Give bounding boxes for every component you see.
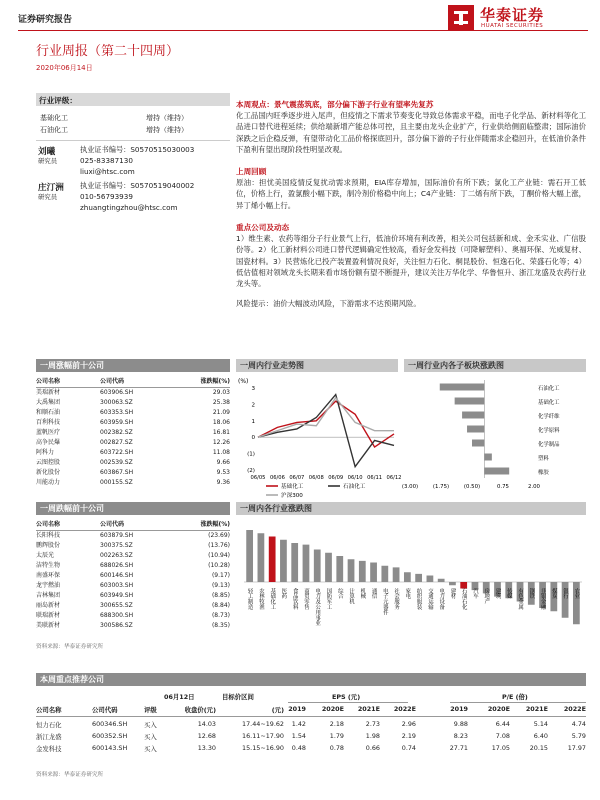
rating-value: 增持（维持） xyxy=(146,114,188,122)
category-label: 医药 xyxy=(280,588,287,599)
category-label: 化学原料 xyxy=(538,427,560,434)
rec-cell: 600346.SH xyxy=(92,720,128,728)
company-name: 龙宇燃油 xyxy=(36,582,61,589)
change-pct: (8.35) xyxy=(211,622,230,629)
group-header-price: 06月12日 xyxy=(164,693,195,701)
company-code: 603722.SH xyxy=(100,449,134,456)
table-row xyxy=(36,601,230,611)
x-tick-label: 06/09 xyxy=(328,475,344,481)
x-tick-label: 06/05 xyxy=(250,475,266,481)
report-type: 证券研究报告 xyxy=(18,15,73,25)
sub-bar xyxy=(467,426,484,433)
analyst-block xyxy=(36,181,230,217)
company-name: 联瑞新材 xyxy=(36,612,61,619)
company-code: 002827.SZ xyxy=(100,439,133,446)
table-row xyxy=(36,561,230,571)
recommend-title: 本周重点推荐公司 xyxy=(36,673,586,686)
sub-bar xyxy=(440,384,485,391)
rec-cell: 600143.SH xyxy=(92,744,128,752)
category-label: 交通运输 xyxy=(426,588,433,610)
company-code: 603959.SH xyxy=(100,419,134,426)
table-row xyxy=(36,591,230,601)
table-row xyxy=(36,468,230,478)
sub-bar xyxy=(455,398,485,405)
rating-value: 增持（维持） xyxy=(146,126,188,134)
sector-bar xyxy=(348,559,355,582)
x-tick-label: (3.00) xyxy=(401,484,419,490)
table-row xyxy=(36,571,230,581)
company-name: 新化股份 xyxy=(36,469,61,476)
top-losers-title: 一周跌幅前十公司 xyxy=(36,502,230,515)
sector-bar xyxy=(269,537,276,583)
rec-cell: 13.30 xyxy=(197,744,216,752)
recommend-table xyxy=(36,690,586,790)
company-name: 百利科技 xyxy=(36,419,61,426)
y-tick-label: 0 xyxy=(251,435,255,442)
sector-bar xyxy=(325,553,332,582)
company-code: 603867.SH xyxy=(100,469,134,476)
company-code: 002263.SZ xyxy=(100,552,133,559)
x-tick-label: 2.00 xyxy=(527,484,541,490)
col-header: 公司代码 xyxy=(100,377,166,388)
company-code: 002382.SZ xyxy=(100,429,133,436)
change-pct: 25.38 xyxy=(212,399,230,406)
rec-cell: 8.23 xyxy=(453,732,468,740)
category-label: 电力及公用事业 xyxy=(314,588,321,626)
main-text xyxy=(236,99,586,309)
analyst-cert: 执业证书编号：S0570515030003 xyxy=(80,145,195,154)
rec-cell: 16.11~17.90 xyxy=(242,732,284,740)
company-code: 000155.SZ xyxy=(100,479,133,486)
y-tick-label: (2) xyxy=(247,468,255,474)
rec-cell: 1.54 xyxy=(291,732,306,740)
y-tick-label: 2 xyxy=(251,402,255,409)
analyst-name: 庄汀洲 xyxy=(38,183,64,193)
company-name: 洁特生物 xyxy=(36,562,61,569)
company-name: 长阳科技 xyxy=(36,532,61,539)
rec-cell: 2.73 xyxy=(365,720,380,728)
rec-cell: 0.48 xyxy=(291,744,306,752)
col-header: 2020E xyxy=(487,705,510,713)
company-code: 600146.SH xyxy=(100,572,134,579)
company-code: 300655.SZ xyxy=(100,602,133,609)
sector-bar xyxy=(314,550,321,583)
category-label: 国防军工 xyxy=(325,588,332,610)
analyst-role: 研究员 xyxy=(38,157,58,165)
category-label: 轻工制造 xyxy=(246,588,253,610)
col-header: 评级 xyxy=(144,706,157,714)
col-header: 2020E xyxy=(321,705,344,713)
category-label: 塑料 xyxy=(538,455,549,462)
company-name: 云图控股 xyxy=(36,459,61,466)
category-label: 计算机 xyxy=(348,588,355,605)
rec-cell: 1.79 xyxy=(329,732,344,740)
rec-cell: 浙江龙盛 xyxy=(36,733,62,741)
category-label: 基础化工 xyxy=(538,399,560,406)
table-row xyxy=(36,621,230,631)
report-date: 2020年06月14日 xyxy=(36,64,93,72)
category-label: 钢铁 xyxy=(528,588,535,599)
category-label: 家电 xyxy=(404,588,411,599)
category-label: 电子元器件 xyxy=(381,588,388,615)
company-name: 和顺石油 xyxy=(36,409,61,416)
analyst-block xyxy=(36,145,230,181)
rec-cell: 6.40 xyxy=(533,732,548,740)
change-pct: (8.73) xyxy=(211,612,230,619)
sector-bar xyxy=(404,572,411,582)
col-header: 公司代码 xyxy=(100,520,166,531)
company-name: 吉林集团 xyxy=(36,592,61,599)
rec-cell: 6.44 xyxy=(495,720,510,728)
company-name: 阿科力 xyxy=(36,449,55,456)
rec-cell: 17.44~19.62 xyxy=(242,720,284,728)
sub-bar xyxy=(484,468,509,475)
sub-industry-chart xyxy=(401,374,586,504)
category-label: 建材 xyxy=(449,588,456,599)
rec-cell: 4.74 xyxy=(571,720,586,728)
group-rule xyxy=(288,702,408,703)
table-row xyxy=(36,428,230,438)
col-header: 2022E xyxy=(563,705,586,713)
company-code: 688026.SH xyxy=(100,562,134,569)
category-label: 基础化工 xyxy=(269,588,276,610)
top-gainers-title: 一周涨幅前十公司 xyxy=(36,359,230,372)
rec-cell: 600352.SH xyxy=(92,732,128,740)
rating-industry: 基础化工 xyxy=(40,114,68,122)
rec-cell: 金发科技 xyxy=(36,745,62,753)
page-title: 行业周报（第二十四周） xyxy=(36,44,180,59)
sector-bar xyxy=(280,540,287,582)
news-text: 1）维生素、农药等细分子行业景气上行，低油价环境有利改善，相关公司包括新和成、金禾实业、广信股份等。2）化工新材料公司进口替代逻辑确定性较高，看好金发科技（可降解塑料）、奥福环保、光威复材、国瓷材料。3）民营炼化已投产装置盈利情况良好，关注恒力石化、桐昆股份、恒逸石化、荣盛石化等；4）低估值相对领域龙头长期来看市场份额有望不断提升，建议关注万华化学、华鲁恒升、浙江龙盛及农药行业龙头等。 xyxy=(236,234,586,289)
category-label: 农林牧渔 xyxy=(257,588,264,610)
rec-cell: 买入 xyxy=(144,733,157,741)
company-name: 高争民爆 xyxy=(36,439,61,446)
company-name: 蓝帆医疗 xyxy=(36,429,61,436)
sector-bar xyxy=(291,543,298,582)
analyst-phone: 010-56793939 xyxy=(80,192,133,201)
rec-cell: 14.03 xyxy=(197,720,216,728)
rec-cell: 2.19 xyxy=(401,732,416,740)
category-label: 橡胶 xyxy=(538,469,549,476)
sector-bar xyxy=(381,566,388,582)
table-row xyxy=(36,581,230,591)
viewpoint-title: 本周观点：景气震荡筑底，部分偏下游子行业有望率先复苏 xyxy=(236,100,434,109)
table-row xyxy=(36,388,230,399)
category-label: 电力设备 xyxy=(438,588,445,610)
x-tick-label: 06/06 xyxy=(269,475,285,481)
sector-bar xyxy=(449,582,456,585)
category-label: 传媒 xyxy=(505,588,512,599)
change-pct: 9.36 xyxy=(216,479,230,486)
category-label: 化学纤维 xyxy=(538,413,560,420)
sector-bar xyxy=(258,533,265,582)
sector-bar xyxy=(303,545,310,582)
company-code: 300063.SZ xyxy=(100,399,133,406)
x-tick-label: 06/10 xyxy=(347,475,363,481)
table-row xyxy=(36,418,230,428)
col-header: 2019 xyxy=(288,705,306,713)
table-row xyxy=(36,478,230,488)
risk-text: 风险提示：油价大幅波动风险，下游需求不达预期风险。 xyxy=(236,298,421,308)
sub-bar xyxy=(462,412,484,419)
col-header: 2021E xyxy=(357,705,380,713)
review-title: 上周回顾 xyxy=(236,167,267,177)
news-title: 重点公司及动态 xyxy=(236,223,290,233)
company-name: 美瑞新材 xyxy=(36,389,61,396)
sub-bar xyxy=(472,440,484,447)
recommend-source: 资料来源：华泰证券研究所 xyxy=(36,772,104,778)
change-pct: 21.09 xyxy=(212,409,230,416)
legend-label: 石油化工 xyxy=(343,484,366,490)
table-header xyxy=(36,377,230,388)
category-label: 石油化工 xyxy=(538,385,560,392)
change-pct: (10.94) xyxy=(208,552,230,559)
company-name: 鹏辉股份 xyxy=(36,542,61,549)
change-pct: 9.53 xyxy=(216,469,230,476)
y-axis-label: (%) xyxy=(238,378,249,385)
sector-bar xyxy=(336,556,343,582)
category-label: 煤炭 xyxy=(550,588,557,599)
rec-cell: 1.98 xyxy=(365,732,380,740)
change-pct: 18.06 xyxy=(212,419,230,426)
company-code: 603949.SH xyxy=(100,592,134,599)
company-name: 美联新材 xyxy=(36,622,61,629)
rec-cell: 5.14 xyxy=(533,720,548,728)
change-pct: 9.66 xyxy=(216,459,230,466)
rec-cell: 15.15~16.90 xyxy=(242,744,284,752)
x-tick-label: 06/08 xyxy=(308,475,324,481)
series-line xyxy=(258,398,394,437)
category-label: 纺织服装 xyxy=(415,588,422,610)
company-code: 603003.SH xyxy=(100,582,134,589)
table-row xyxy=(36,438,230,448)
change-pct: (8.85) xyxy=(211,592,230,599)
category-label: 食品饮料 xyxy=(291,588,298,610)
group-header-eps: EPS (元) xyxy=(332,693,361,701)
category-label: 通信 xyxy=(370,588,377,599)
rec-cell: 7.08 xyxy=(495,732,510,740)
brand-cn: 华泰证券 xyxy=(480,6,545,24)
category-label: 化学制品 xyxy=(538,441,560,448)
change-pct: 16.81 xyxy=(212,429,230,436)
category-label: 石油石化 xyxy=(460,588,467,610)
company-name: 南盛环保 xyxy=(36,572,61,579)
y-tick-label: 3 xyxy=(251,386,255,392)
rating-industry: 石油化工 xyxy=(40,126,68,134)
col-header: 涨跌幅(%) xyxy=(166,377,230,388)
company-code: 002539.SZ xyxy=(100,459,133,466)
analyst-phone: 025-83387130 xyxy=(80,156,133,165)
x-tick-label: 06/11 xyxy=(367,475,383,481)
table-row xyxy=(36,611,230,621)
company-code: 603879.SH xyxy=(100,532,134,539)
rec-cell: 17.05 xyxy=(491,744,510,752)
rating-row xyxy=(36,113,230,125)
table-row xyxy=(36,448,230,458)
group-header-pe: P/E (倍) xyxy=(502,693,528,701)
col-header: 公司名称 xyxy=(36,706,62,714)
col-header: 2019 xyxy=(450,705,468,713)
category-label: 商贸零售 xyxy=(302,588,309,610)
rec-cell: 0.74 xyxy=(401,744,416,752)
group-rule xyxy=(450,702,586,703)
sector-bar xyxy=(370,563,377,583)
sector-bar xyxy=(415,574,422,582)
top-losers-table xyxy=(36,520,230,631)
table-row xyxy=(36,398,230,408)
company-code: 603353.SH xyxy=(100,409,134,416)
col-header: 公司代码 xyxy=(92,706,118,714)
header-rule xyxy=(18,30,588,31)
category-label: 有色金属 xyxy=(517,588,524,610)
review-text: 原油：担忧美国疫情反复扰动需求预期，EIA库存增加，国际油价有所下跌；氯化工产业链：需石开工低位，价格上行，盈氯酸小幅下跌，制冷剂价格稳中向上；C4产业链：丁二烯有所下跌，丁酮价格大幅上涨，异丁烯小幅上行。 xyxy=(236,178,586,210)
analyst-email[interactable]: liuxi@htsc.com xyxy=(80,167,135,176)
rec-cell: 5.79 xyxy=(571,732,586,740)
company-code: 688300.SH xyxy=(100,612,134,619)
category-label: 房地产 xyxy=(483,588,490,605)
category-label: 机械 xyxy=(359,588,366,599)
company-name: 丽岛新材 xyxy=(36,602,61,609)
company-name: 大禹集团 xyxy=(36,399,61,406)
category-label: 非银金融 xyxy=(539,588,546,610)
x-tick-label: 0.75 xyxy=(496,484,510,490)
change-pct: 11.08 xyxy=(212,449,230,456)
company-code: 300586.SZ xyxy=(100,622,133,629)
category-label: 建筑 xyxy=(494,588,501,599)
change-pct: (13.76) xyxy=(208,542,230,549)
rec-cell: 9.88 xyxy=(453,720,468,728)
viewpoint-text: 化工品国内旺季逐步进入尾声，但疫情之下需求节奏变化导致总体需求平稳，而电子化学品、新材料等化工品进口替代进程延续；供给端新增产能总体可控，且主要由龙头企业扩产，行业供给侧面临整肃；国际油价深跌之后企稳反弹，有望带动化工品价格探底回升，部分偏下游的子行业伴随需求企稳回升，在低油价条件下盈利有望出现阶段性明显改观。 xyxy=(236,111,586,154)
sub-bar xyxy=(484,454,491,461)
table-row xyxy=(36,408,230,418)
sub-industry-title: 一周行业内各子板块涨跌图 xyxy=(404,359,586,372)
company-name: 川能动力 xyxy=(36,479,61,486)
rec-cell: 0.78 xyxy=(329,744,344,752)
col-header: (元) xyxy=(271,706,284,714)
col-header: 2021E xyxy=(525,705,548,713)
huatai-logo-icon xyxy=(448,5,478,33)
rec-cell: 2.18 xyxy=(329,720,344,728)
group-header-target: 目标价区间 xyxy=(222,693,254,701)
col-header: 公司名称 xyxy=(36,377,100,388)
rec-cell: 买入 xyxy=(144,745,157,753)
y-tick-label: 1 xyxy=(251,418,255,425)
rec-cell: 27.71 xyxy=(449,744,468,752)
analyst-cert: 执业证书编号：S0570519040002 xyxy=(80,181,195,190)
rating-heading: 行业评级： xyxy=(39,96,77,105)
change-pct: (8.84) xyxy=(211,602,230,609)
x-tick-label: (0.50) xyxy=(463,484,481,490)
rating-heading-bar xyxy=(36,93,230,106)
losers-source: 资料来源：华泰证券研究所 xyxy=(36,644,104,650)
top-gainers-table xyxy=(36,377,230,488)
sector-bar xyxy=(393,567,400,582)
table-row xyxy=(36,458,230,468)
col-header: 公司名称 xyxy=(36,520,100,531)
sector-bars-title: 一周内各行业涨跌图 xyxy=(236,502,586,515)
analyst-name: 刘曦 xyxy=(38,147,56,157)
rec-cell: 17.97 xyxy=(567,744,586,752)
col-header: 收盘价(元) xyxy=(184,706,216,714)
change-pct: 29.03 xyxy=(212,389,230,396)
rec-cell: 12.68 xyxy=(197,732,216,740)
table-header xyxy=(36,520,230,531)
rating-divider xyxy=(36,140,230,141)
company-code: 300375.SZ xyxy=(100,542,133,549)
rec-cell: 1.42 xyxy=(291,720,306,728)
category-label: 综合 xyxy=(336,588,343,599)
legend-label: 沪深300 xyxy=(281,493,303,499)
sector-bar xyxy=(359,561,366,582)
company-code: 603906.SH xyxy=(100,389,134,396)
brand-en: HUATAI SECURITIES xyxy=(481,23,544,29)
category-label: 银行 xyxy=(562,588,569,599)
analyst-role: 研究员 xyxy=(38,193,58,201)
x-tick-label: 06/07 xyxy=(289,475,305,481)
rec-cell: 0.66 xyxy=(365,744,380,752)
x-tick-label: 06/12 xyxy=(386,475,402,481)
week-trend-chart xyxy=(236,374,402,504)
table-row xyxy=(36,551,230,561)
change-pct: (23.69) xyxy=(208,532,230,539)
sector-bar xyxy=(246,530,253,582)
x-tick-label: (1.75) xyxy=(432,484,450,490)
analyst-email[interactable]: zhuangtingzhou@htsc.com xyxy=(80,203,178,212)
rec-cell: 20.15 xyxy=(529,744,548,752)
table-row xyxy=(36,541,230,551)
sector-bar xyxy=(427,576,434,583)
change-pct: (9.13) xyxy=(211,582,230,589)
category-label: 社会服务 xyxy=(393,588,400,610)
rating-row xyxy=(36,125,230,137)
category-label: 农业 xyxy=(573,588,580,599)
change-pct: 12.26 xyxy=(212,439,230,446)
rec-cell: 恒力石化 xyxy=(36,721,62,729)
legend-label: 基础化工 xyxy=(281,484,304,490)
col-header: 2022E xyxy=(393,705,416,713)
sector-bar xyxy=(438,579,445,582)
series-line xyxy=(258,401,394,447)
company-name: 太辰光 xyxy=(36,552,55,559)
sector-bars-chart xyxy=(236,518,586,658)
week-trend-title: 一周内行业走势图 xyxy=(236,359,398,372)
change-pct: (10.28) xyxy=(208,562,230,569)
y-tick-label: (1) xyxy=(247,451,255,458)
category-label: 汽车 xyxy=(471,588,478,599)
rec-cell: 买入 xyxy=(144,721,157,729)
rec-cell: 2.96 xyxy=(401,720,416,728)
col-header: 涨跌幅(%) xyxy=(166,520,230,531)
table-row xyxy=(36,531,230,542)
change-pct: (9.17) xyxy=(211,572,230,579)
header-rule xyxy=(36,716,586,717)
